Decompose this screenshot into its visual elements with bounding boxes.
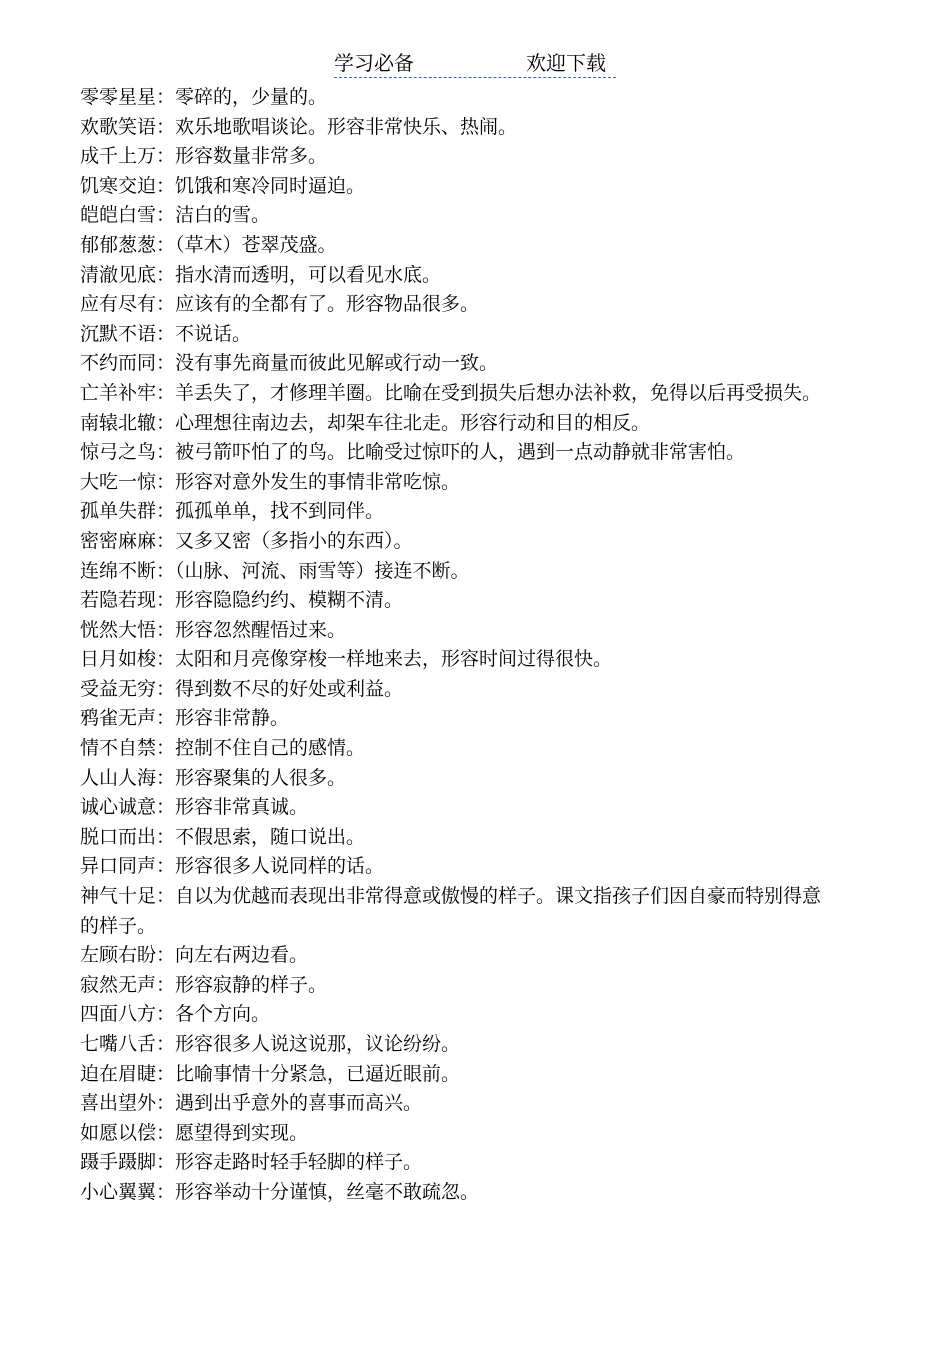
idiom-separator: ： [156,825,176,848]
header-left-text: 学习必备 [334,51,414,75]
idiom-entry [80,704,830,734]
idiom-entry [80,675,830,705]
idiom-definition: （草木）苍翠茂盛。 [175,233,337,256]
idiom-term: 皑皑白雪 [80,204,157,227]
idiom-separator: ： [156,1180,176,1203]
idiom-entry [80,616,830,646]
idiom-entry [80,468,830,498]
idiom-entry [80,882,830,941]
idiom-term: 郁郁葱葱 [80,233,157,256]
idiom-term: 惊弓之鸟 [80,441,157,464]
idiom-term: 左顾右盼 [80,944,157,967]
idiom-definition: 向左右两边看。 [175,944,309,967]
idiom-separator: ： [156,796,176,819]
idiom-entry [80,852,830,882]
idiom-entry [80,527,830,557]
idiom-term: 若隐若现 [80,589,157,612]
idiom-separator: ： [156,233,176,256]
idiom-term: 诚心诚意 [80,796,157,819]
idiom-entry [80,1060,830,1090]
idiom-entry [80,113,830,143]
idiom-term: 饥寒交迫 [80,174,157,197]
idiom-term: 鸦雀无声 [80,707,157,730]
idiom-separator: ： [156,1121,176,1144]
idiom-term: 异口同声 [80,855,157,878]
idiom-separator: ： [156,589,176,612]
idiom-entry [80,379,830,409]
idiom-definition: 形容隐隐约约、模糊不清。 [175,589,404,612]
idiom-definition: 不说话。 [175,322,252,345]
idiom-definition: 零碎的，少量的。 [175,86,328,108]
idiom-entry [80,438,830,468]
page-header [334,49,616,78]
idiom-definition: 被弓箭吓怕了的鸟。比喻受过惊吓的人，遇到一点动静就非常害怕。 [175,441,746,464]
idiom-term: 喜出望外 [80,1092,157,1115]
idiom-definition: 形容很多人说这说那，议论纷纷。 [175,1033,461,1055]
idiom-term: 零零星星 [80,86,157,108]
idiom-separator: ： [156,944,176,967]
idiom-entry [80,941,830,971]
idiom-separator: ： [156,885,176,908]
idiom-term: 亡羊补牢 [80,381,157,404]
idiom-definition: 控制不住自己的感情。 [175,737,366,760]
idiom-separator: ： [156,293,176,316]
idiom-term: 人山人海 [80,766,157,789]
idiom-separator: ： [156,86,176,108]
idiom-separator: ： [156,411,176,434]
idiom-separator: ： [156,618,176,641]
idiom-separator: ： [156,1033,176,1055]
idiom-entry [80,261,830,291]
idiom-term: 大吃一惊 [80,470,157,493]
idiom-term: 应有尽有 [80,293,157,316]
idiom-entry [80,764,830,794]
idiom-definition: 形容忽然醒悟过来。 [175,618,347,641]
idiom-definition: 羊丢失了，才修理羊圈。比喻在受到损失后想办法补救，免得以后再受损失。 [175,381,822,404]
idiom-definition: 心理想往南边去，却架车往北走。形容行动和目的相反。 [175,411,651,434]
idiom-separator: ： [156,263,176,286]
idiom-term: 寂然无声 [80,973,157,996]
idiom-separator: ： [156,648,176,671]
idiom-entry [80,1148,830,1178]
idiom-definition: 孤孤单单，找不到同伴。 [175,500,385,523]
idiom-definition: 各个方向。 [175,1003,271,1026]
idiom-entry [80,734,830,764]
idiom-term: 南辕北辙 [80,411,157,434]
idiom-entry [80,586,830,616]
idiom-entry [80,1119,830,1149]
idiom-definition: 没有事先商量而彼此见解或行动一致。 [175,352,499,375]
idiom-definition: 形容聚集的人很多。 [175,766,347,789]
idiom-term: 如愿以偿 [80,1121,157,1144]
idiom-definition: 愿望得到实现。 [175,1121,309,1144]
idiom-term: 小心翼翼 [80,1180,157,1203]
idiom-term: 沉默不语 [80,322,157,345]
idiom-definition: （山脉、河流、雨雪等）接连不断。 [175,559,470,582]
header-right-text: 欢迎下载 [526,51,606,75]
idiom-definition: 形容非常静。 [175,707,290,730]
idiom-term: 成千上万 [80,145,157,168]
idiom-definition: 欢乐地歌唱谈论。形容非常快乐、热闹。 [175,115,518,138]
idiom-separator: ： [156,115,176,138]
idiom-separator: ： [156,1151,176,1174]
idiom-separator: ： [156,381,176,404]
idiom-definition: 又多又密（多指小的东西）。 [175,529,413,552]
idiom-definition: 太阳和月亮像穿梭一样地来去，形容时间过得很快。 [175,648,613,671]
idiom-separator: ： [156,1062,176,1085]
idiom-definition: 形容寂静的样子。 [175,973,328,996]
idiom-entry [80,1030,830,1060]
idiom-term: 密密麻麻 [80,529,157,552]
idiom-term: 日月如梭 [80,648,157,671]
idiom-separator: ： [156,677,176,700]
idiom-entry [80,1000,830,1030]
idiom-entry [80,172,830,202]
idiom-term: 四面八方 [80,1003,157,1026]
idiom-definition: 自以为优越而表现出非常得意或傲慢的样子。课文指孩子们因自豪而特别得意的样子。 [80,885,822,937]
idiom-entry [80,83,830,113]
idiom-separator: ： [156,174,176,197]
idiom-entry [80,201,830,231]
idiom-separator: ： [156,145,176,168]
idiom-separator: ： [156,204,176,227]
idiom-entry [80,1178,830,1208]
idiom-definition: 洁白的雪。 [175,204,271,227]
idiom-separator: ： [156,441,176,464]
idiom-definition: 指水清而透明，可以看见水底。 [175,263,442,286]
idiom-entry [80,1089,830,1119]
idiom-entry [80,320,830,350]
idiom-term: 连绵不断 [80,559,157,582]
idiom-term: 七嘴八舌 [80,1033,157,1055]
idiom-definition: 比喻事情十分紧急，已逼近眼前。 [175,1062,461,1085]
idiom-entry [80,142,830,172]
idiom-definition: 遇到出乎意外的喜事而高兴。 [175,1092,423,1115]
idiom-definition: 应该有的全都有了。形容物品很多。 [175,293,480,316]
idiom-definition: 形容非常真诚。 [175,796,309,819]
idiom-definition: 形容走路时轻手轻脚的样子。 [175,1151,423,1174]
idiom-term: 受益无穷 [80,677,157,700]
idiom-term: 脱口而出 [80,825,157,848]
idiom-separator: ： [156,322,176,345]
idiom-definition: 形容对意外发生的事情非常吃惊。 [175,470,461,493]
idiom-entry [80,793,830,823]
idiom-term: 蹑手蹑脚 [80,1151,157,1174]
idiom-entry [80,971,830,1001]
idiom-separator: ： [156,352,176,375]
idiom-entry [80,409,830,439]
idiom-separator: ： [156,855,176,878]
idiom-separator: ： [156,1003,176,1026]
idiom-separator: ： [156,559,176,582]
idiom-entry [80,823,830,853]
idiom-separator: ： [156,500,176,523]
idiom-term: 神气十足 [80,885,157,908]
idiom-entry [80,497,830,527]
idiom-separator: ： [156,707,176,730]
idiom-term: 孤单失群 [80,500,157,523]
idiom-separator: ： [156,529,176,552]
idiom-entry [80,349,830,379]
idiom-definition: 形容很多人说同样的话。 [175,855,385,878]
idiom-term: 恍然大悟 [80,618,157,641]
idiom-separator: ： [156,973,176,996]
idiom-term: 不约而同 [80,352,157,375]
idiom-entry [80,645,830,675]
idiom-definition: 饥饿和寒冷同时逼迫。 [175,174,366,197]
idiom-entry [80,557,830,587]
idiom-term: 欢歌笑语 [80,115,157,138]
idiom-entry [80,231,830,261]
idiom-term: 迫在眉睫 [80,1062,157,1085]
idiom-entry [80,290,830,320]
idiom-list [80,83,830,1208]
idiom-term: 清澈见底 [80,263,157,286]
idiom-definition: 不假思索，随口说出。 [175,825,366,848]
idiom-definition: 得到数不尽的好处或利益。 [175,677,404,700]
idiom-term: 情不自禁 [80,737,157,760]
idiom-separator: ： [156,766,176,789]
idiom-separator: ： [156,737,176,760]
idiom-separator: ： [156,1092,176,1115]
idiom-definition: 形容举动十分谨慎，丝毫不敢疏忽。 [175,1180,480,1203]
idiom-definition: 形容数量非常多。 [175,145,328,168]
idiom-separator: ： [156,470,176,493]
